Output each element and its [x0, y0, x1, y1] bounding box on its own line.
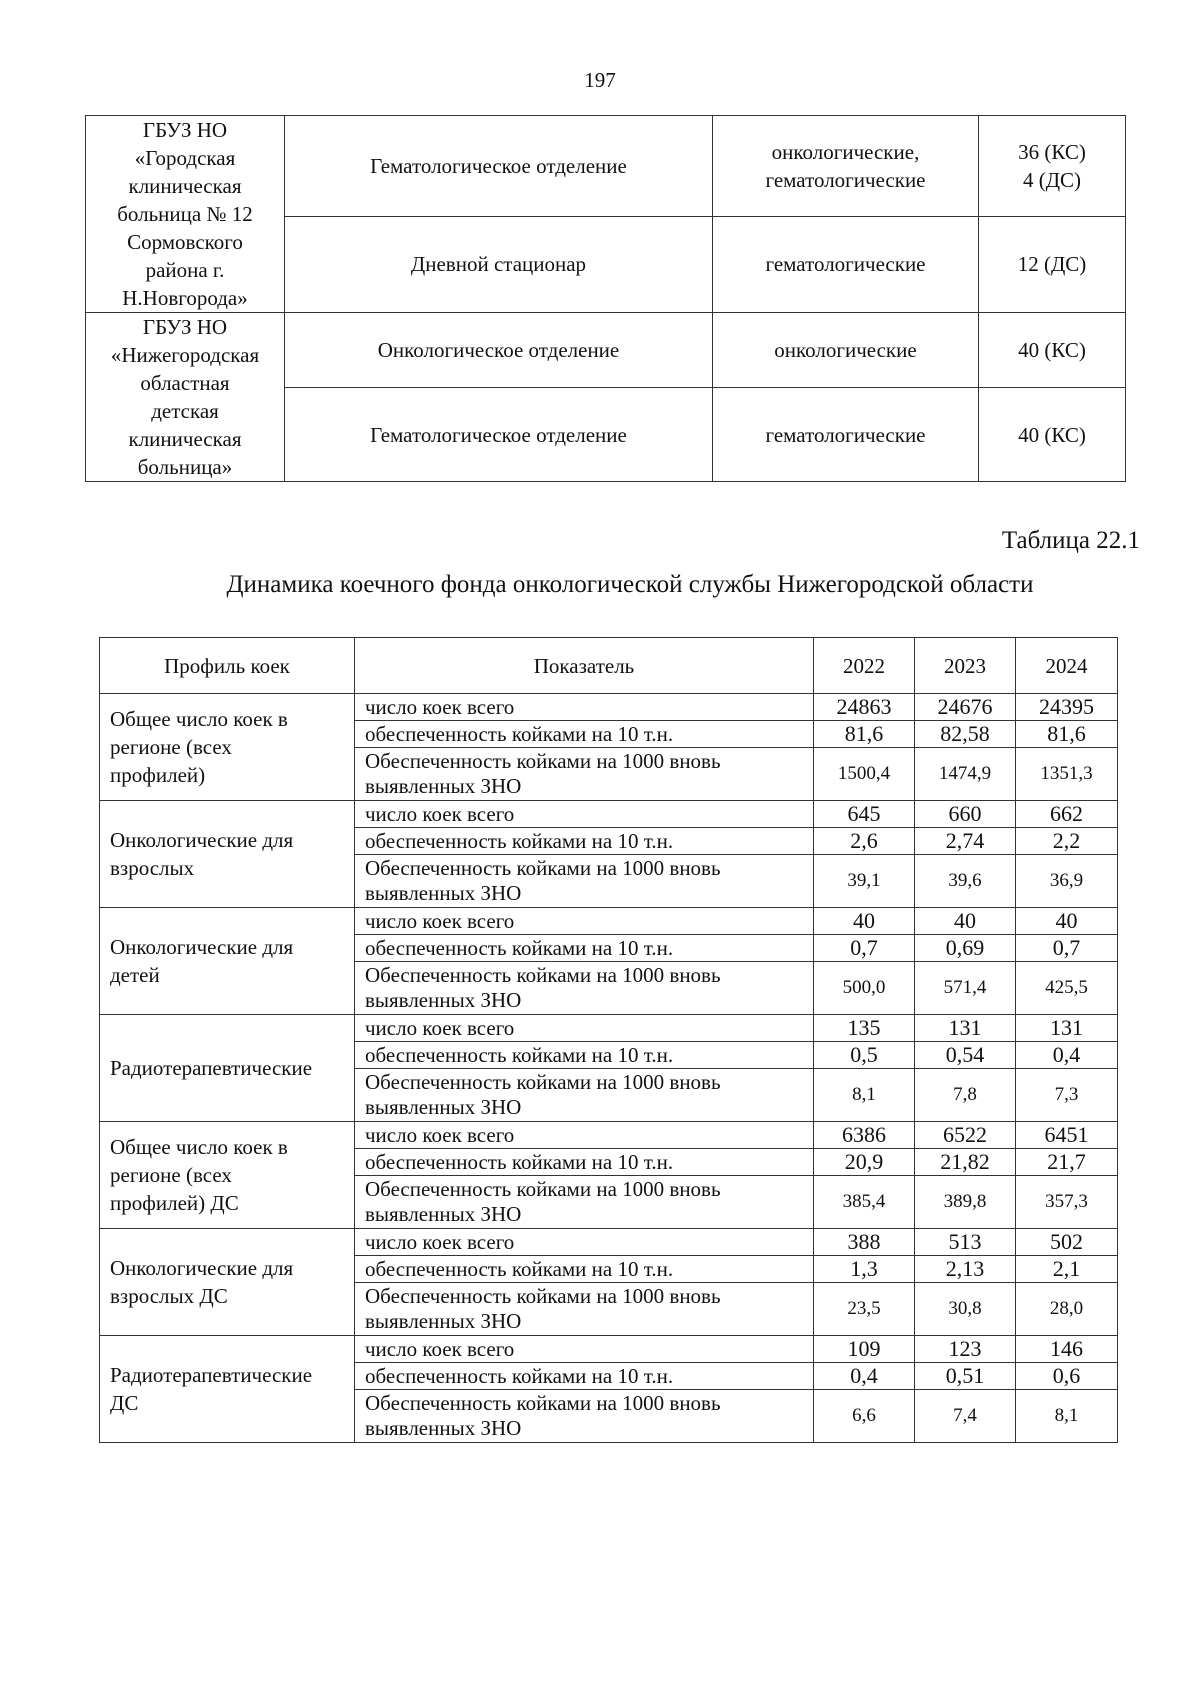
- bed-profile-cell: [100, 1015, 355, 1122]
- text-line: Обеспеченность койками на 1000 вновь: [365, 1284, 721, 1308]
- page-number: 197: [584, 68, 616, 92]
- text-line: Обеспеченность койками на 1000 вновь: [365, 749, 721, 773]
- value-cell: 0,7: [814, 935, 915, 962]
- value-cell: 0,69: [915, 935, 1016, 962]
- text-line: обеспеченность койками на 10 т.н.: [365, 935, 674, 960]
- indicator-cell: [355, 1042, 814, 1069]
- value-cell: 7,3: [1016, 1069, 1118, 1122]
- value-cell: 2,13: [915, 1256, 1016, 1283]
- facility-row: [86, 116, 1126, 217]
- text-line: гематологические: [765, 422, 926, 447]
- bed-count: [979, 216, 1126, 312]
- institution-name: [86, 313, 285, 482]
- value-cell: 39,1: [814, 855, 915, 908]
- text-line: Обеспеченность койками на 1000 вновь: [365, 856, 721, 880]
- value-cell: 21,82: [915, 1149, 1016, 1176]
- value-cell: 2,6: [814, 828, 915, 855]
- bed-count: [979, 313, 1126, 388]
- value-cell: 0,6: [1016, 1363, 1118, 1390]
- bed-profile-cell: [100, 1336, 355, 1443]
- department-name: Онкологическое отделение: [285, 313, 713, 388]
- value-cell: 131: [915, 1015, 1016, 1042]
- value-cell: 146: [1016, 1336, 1118, 1363]
- value-cell: 6451: [1016, 1122, 1118, 1149]
- value-cell: 36,9: [1016, 855, 1118, 908]
- value-cell: 123: [915, 1336, 1016, 1363]
- bed-count: [979, 388, 1126, 482]
- indicator-cell: [355, 1069, 814, 1122]
- indicator-cell: [355, 1283, 814, 1336]
- indicator-cell: [355, 1176, 814, 1229]
- value-cell: 24676: [915, 694, 1016, 721]
- text-line: онкологические: [774, 338, 917, 363]
- indicator-cell: [355, 1256, 814, 1283]
- text-line: выявленных ЗНО: [365, 1095, 522, 1119]
- text-line: 12 (ДС): [1017, 252, 1087, 277]
- value-cell: 6386: [814, 1122, 915, 1149]
- value-cell: 82,58: [915, 721, 1016, 748]
- value-cell: 20,9: [814, 1149, 915, 1176]
- text-line: число коек всего: [365, 1122, 515, 1147]
- value-cell: 425,5: [1016, 962, 1118, 1015]
- value-cell: 0,4: [1016, 1042, 1118, 1069]
- value-cell: 0,54: [915, 1042, 1016, 1069]
- value-cell: 135: [814, 1015, 915, 1042]
- text-line: выявленных ЗНО: [365, 988, 522, 1012]
- text-line: «Городская: [134, 146, 236, 170]
- indicator-cell: [355, 1390, 814, 1443]
- value-cell: 40: [915, 908, 1016, 935]
- text-line: детская: [151, 399, 219, 423]
- text-line: онкологические,: [771, 139, 920, 164]
- value-cell: 131: [1016, 1015, 1118, 1042]
- facilities-table: [85, 115, 1126, 482]
- value-cell: 571,4: [915, 962, 1016, 1015]
- table-row: [100, 908, 1118, 935]
- text-line: выявленных ЗНО: [365, 774, 522, 798]
- text-line: Обеспеченность койками на 1000 вновь: [365, 1070, 721, 1094]
- text-line: Онкологические для: [110, 1256, 294, 1280]
- text-line: взрослых: [110, 856, 195, 880]
- indicator-cell: [355, 801, 814, 828]
- text-line: больница»: [137, 455, 233, 479]
- value-cell: 0,5: [814, 1042, 915, 1069]
- value-cell: 0,51: [915, 1363, 1016, 1390]
- department-name: Дневной стационар: [285, 216, 713, 312]
- table-row: [100, 801, 1118, 828]
- bed-profile: [713, 116, 979, 217]
- text-line: Сормовского: [127, 230, 243, 254]
- header-year-2024: 2024: [1016, 638, 1118, 694]
- text-line: 40 (КС): [1018, 422, 1086, 447]
- text-line: областная: [140, 371, 230, 395]
- table-row: [100, 694, 1118, 721]
- text-line: выявленных ЗНО: [365, 1416, 522, 1440]
- indicator-cell: [355, 721, 814, 748]
- text-line: число коек всего: [365, 1229, 515, 1254]
- value-cell: 500,0: [814, 962, 915, 1015]
- value-cell: 1500,4: [814, 748, 915, 801]
- text-line: гематологические: [765, 252, 926, 277]
- indicator-cell: [355, 935, 814, 962]
- value-cell: 30,8: [915, 1283, 1016, 1336]
- value-cell: 109: [814, 1336, 915, 1363]
- table-title: Динамика коечного фонда онкологической службы Нижегородской области: [226, 571, 1034, 598]
- text-line: профилей) ДС: [110, 1191, 239, 1215]
- indicator-cell: [355, 855, 814, 908]
- header-row: [100, 638, 1118, 694]
- table-row: [100, 1122, 1118, 1149]
- text-line: больница № 12: [117, 202, 253, 226]
- value-cell: 662: [1016, 801, 1118, 828]
- text-line: обеспеченность койками на 10 т.н.: [365, 1149, 674, 1174]
- bed-profile-cell: [100, 694, 355, 801]
- text-line: число коек всего: [365, 694, 515, 719]
- value-cell: 1351,3: [1016, 748, 1118, 801]
- department-name: Гематологическое отделение: [285, 388, 713, 482]
- indicator-cell: [355, 962, 814, 1015]
- indicator-cell: [355, 748, 814, 801]
- value-cell: 39,6: [915, 855, 1016, 908]
- facility-row: [86, 313, 1126, 388]
- indicator-cell: [355, 1229, 814, 1256]
- institution-name: [86, 116, 285, 313]
- text-line: клиническая: [128, 174, 242, 198]
- bed-profile-cell: [100, 908, 355, 1015]
- value-cell: 6,6: [814, 1390, 915, 1443]
- text-line: число коек всего: [365, 1015, 515, 1040]
- text-line: 36 (КС): [1018, 139, 1086, 164]
- text-line: регионе (всех: [110, 1163, 232, 1187]
- text-line: число коек всего: [365, 908, 515, 933]
- value-cell: 8,1: [814, 1069, 915, 1122]
- text-line: ДС: [110, 1391, 139, 1415]
- value-cell: 645: [814, 801, 915, 828]
- text-line: ГБУЗ НО: [142, 118, 228, 142]
- header-indicator: Показатель: [355, 638, 814, 694]
- indicator-cell: [355, 1149, 814, 1176]
- text-line: выявленных ЗНО: [365, 1309, 522, 1333]
- bed-profile: [713, 216, 979, 312]
- text-line: 4 (ДС): [1022, 167, 1082, 192]
- text-line: ГБУЗ НО: [142, 315, 228, 339]
- text-line: Радиотерапевтические: [110, 1363, 313, 1387]
- value-cell: 7,8: [915, 1069, 1016, 1122]
- text-line: клиническая: [128, 427, 242, 451]
- text-line: Обеспеченность койками на 1000 вновь: [365, 963, 721, 987]
- value-cell: 28,0: [1016, 1283, 1118, 1336]
- text-line: регионе (всех: [110, 735, 232, 759]
- text-line: обеспеченность койками на 10 т.н.: [365, 721, 674, 746]
- value-cell: 0,7: [1016, 935, 1118, 962]
- value-cell: 7,4: [915, 1390, 1016, 1443]
- text-line: взрослых ДС: [110, 1284, 228, 1308]
- indicator-cell: [355, 908, 814, 935]
- header-year-2022: 2022: [814, 638, 915, 694]
- value-cell: 81,6: [814, 721, 915, 748]
- value-cell: 2,74: [915, 828, 1016, 855]
- text-line: «Нижегородская: [110, 343, 260, 367]
- text-line: гематологические: [765, 167, 926, 192]
- text-line: выявленных ЗНО: [365, 881, 522, 905]
- text-line: Общее число коек в: [110, 1135, 288, 1159]
- text-line: Онкологические для: [110, 828, 294, 852]
- text-line: Радиотерапевтические: [110, 1056, 313, 1080]
- table-row: [100, 1015, 1118, 1042]
- text-line: обеспеченность койками на 10 т.н.: [365, 828, 674, 853]
- text-line: обеспеченность койками на 10 т.н.: [365, 1256, 674, 1281]
- indicator-cell: [355, 828, 814, 855]
- value-cell: 513: [915, 1229, 1016, 1256]
- value-cell: 357,3: [1016, 1176, 1118, 1229]
- value-cell: 24395: [1016, 694, 1118, 721]
- value-cell: 8,1: [1016, 1390, 1118, 1443]
- text-line: Онкологические для: [110, 935, 294, 959]
- indicator-cell: [355, 1363, 814, 1390]
- bed-profile: [713, 388, 979, 482]
- text-line: профилей): [110, 763, 206, 787]
- value-cell: 660: [915, 801, 1016, 828]
- value-cell: 0,4: [814, 1363, 915, 1390]
- indicator-cell: [355, 1122, 814, 1149]
- text-line: выявленных ЗНО: [365, 1202, 522, 1226]
- text-line: Общее число коек в: [110, 707, 288, 731]
- value-cell: 21,7: [1016, 1149, 1118, 1176]
- indicator-cell: [355, 694, 814, 721]
- header-year-2023: 2023: [915, 638, 1016, 694]
- value-cell: 2,1: [1016, 1256, 1118, 1283]
- text-line: 40 (КС): [1018, 338, 1086, 363]
- text-line: детей: [110, 963, 160, 987]
- value-cell: 23,5: [814, 1283, 915, 1336]
- bed-profile-cell: [100, 1229, 355, 1336]
- value-cell: 6522: [915, 1122, 1016, 1149]
- bed-profile-cell: [100, 1122, 355, 1229]
- text-line: Обеспеченность койками на 1000 вновь: [365, 1391, 721, 1415]
- text-line: района г.: [145, 258, 225, 282]
- table-label: Таблица 22.1: [1001, 527, 1140, 554]
- text-line: Обеспеченность койками на 1000 вновь: [365, 1177, 721, 1201]
- value-cell: 24863: [814, 694, 915, 721]
- bed-count: [979, 116, 1126, 217]
- value-cell: 40: [1016, 908, 1118, 935]
- bed-profile: [713, 313, 979, 388]
- department-name: Гематологическое отделение: [285, 116, 713, 217]
- indicator-cell: [355, 1015, 814, 1042]
- value-cell: 1,3: [814, 1256, 915, 1283]
- value-cell: 389,8: [915, 1176, 1016, 1229]
- value-cell: 502: [1016, 1229, 1118, 1256]
- value-cell: 385,4: [814, 1176, 915, 1229]
- text-line: обеспеченность койками на 10 т.н.: [365, 1042, 674, 1067]
- table-row: [100, 1229, 1118, 1256]
- bed-profile-cell: [100, 801, 355, 908]
- text-line: число коек всего: [365, 1336, 515, 1361]
- value-cell: 1474,9: [915, 748, 1016, 801]
- text-line: обеспеченность койками на 10 т.н.: [365, 1363, 674, 1388]
- value-cell: 81,6: [1016, 721, 1118, 748]
- bed-fund-table: [99, 637, 1118, 1443]
- value-cell: 388: [814, 1229, 915, 1256]
- indicator-cell: [355, 1336, 814, 1363]
- table-row: [100, 1336, 1118, 1363]
- header-profile: Профиль коек: [100, 638, 355, 694]
- value-cell: 2,2: [1016, 828, 1118, 855]
- value-cell: 40: [814, 908, 915, 935]
- text-line: Н.Новгорода»: [122, 286, 248, 310]
- text-line: число коек всего: [365, 801, 515, 826]
